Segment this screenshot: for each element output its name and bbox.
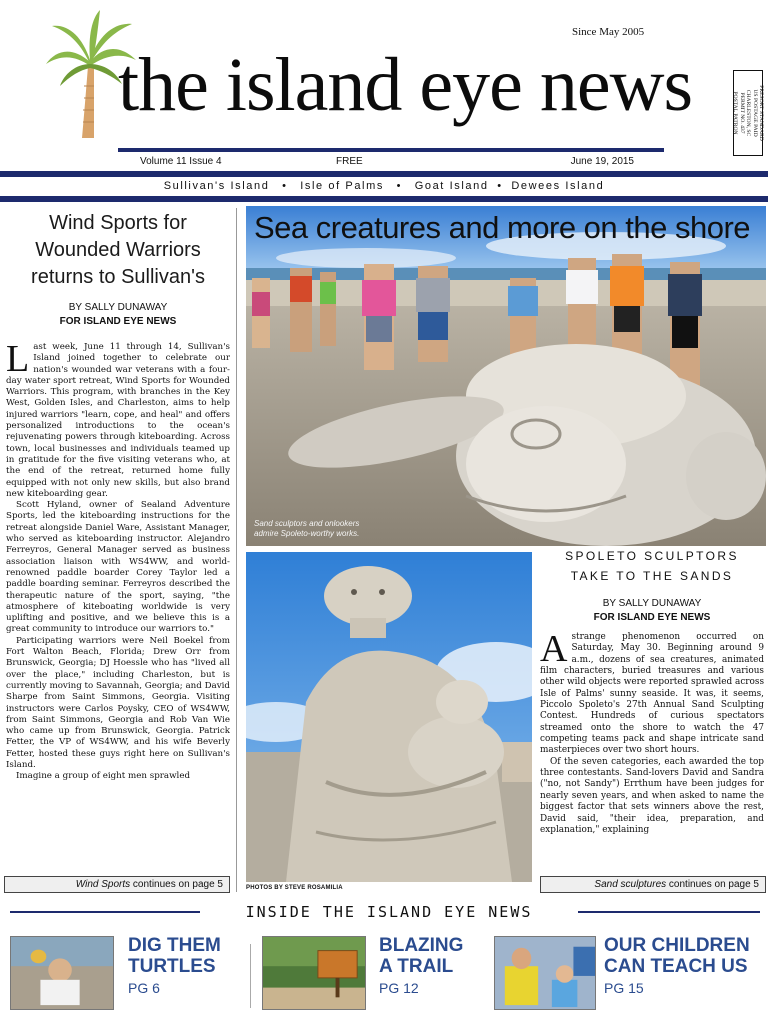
inside-rule-left [10, 911, 200, 913]
postal-indicia [733, 70, 763, 156]
byline-author: BY SALLY DUNAWAY [602, 598, 702, 609]
bullet-separator: • [282, 180, 288, 192]
beach-turtle-photo[interactable] [246, 206, 766, 546]
teaser-page-1[interactable]: PG 6 [128, 980, 160, 996]
article-paragraph: Participating warriors were Neil Boekel from Fort Walton Beach, Florida; Drew Orr from Brunswick, Georgia; DJ Hoessle who has "lived all over the place," including Charleston, but is currently moving to Savannah, Georgia; and David Sharpe from Saint Simmons, Georgia. Visiting instructors were Carlos Poysky, CEO of WS4WW, from Saint Simmons, Georgia and Rob Van Wie who came up from Brunswick, Georgia. Patrick Fetter, the VP of WS4WW, and his wife Beverly Fetter, hosted these guys right here on Sullivan's Island. [6, 635, 230, 770]
byline-author: BY SALLY DUNAWAY [68, 302, 168, 313]
right-article-byline [540, 597, 764, 625]
postal-line: POSTAL PATRON [732, 91, 739, 135]
photo-caption [254, 519, 359, 539]
continued-text: continues on page 5 [132, 879, 223, 890]
teaser-headline-3[interactable] [604, 935, 750, 977]
right-continued-link[interactable] [540, 876, 766, 893]
postal-line: PERMIT NO. 437 [738, 92, 745, 134]
teaser-line: OUR CHILDREN [604, 935, 750, 956]
paragraph-text: strange phenomenon occurred on Saturday, May 30. Beginning around 9 a.m., dozens of sea creatures, animated film characters, buried treasures and various other wild objects were reported sprawled across Isle of Palms' sunny seaside. It was, it seems, Piccolo Spoleto's 27th Annual Sand Sculpting Contest. Hundreds of curious spectators streamed onto the shore to watch the 47 competing teams pack and shape intricate sand masterpieces over two short hours. [540, 632, 764, 756]
masthead-title: the island eye news [118, 43, 693, 127]
teaser-line: CAN TEACH US [604, 956, 748, 977]
drop-cap: A [540, 632, 568, 670]
teaser-page-2[interactable]: PG 12 [379, 980, 419, 996]
kicker-line: SPOLETO SCULPTORS [565, 549, 739, 563]
navy-band-top [0, 171, 768, 177]
caption-line: admire Spoleto-worthy works. [254, 529, 360, 538]
column-divider [236, 208, 237, 892]
right-article-body [540, 632, 764, 874]
inside-section-title: INSIDE THE ISLAND EYE NEWS [245, 903, 533, 921]
article-paragraph: Imagine a group of eight men sprawled [16, 771, 191, 782]
photo-headline[interactable]: Sea creatures and more on the shore [254, 210, 751, 245]
island-name: Isle of Palms [300, 180, 384, 192]
continued-topic: Wind Sports [75, 879, 131, 890]
teaser-line: A TRAIL [379, 956, 454, 977]
article-paragraph [540, 632, 764, 757]
postal-line: PRESORT STANDARD [758, 85, 765, 141]
bullet-separator: • [396, 180, 403, 192]
continued-text: continues on page 5 [668, 879, 759, 890]
byline-org: FOR ISLAND EYE NEWS [593, 612, 711, 623]
byline-org: FOR ISLAND EYE NEWS [59, 316, 177, 327]
volume-issue: Volume 11 Issue 4 [140, 156, 222, 167]
teaser-line: TURTLES [128, 956, 216, 977]
teaser-page-3[interactable]: PG 15 [604, 980, 644, 996]
postal-line: CHARLESTON, SC [745, 89, 752, 137]
photo-credit: PHOTOS BY STEVE ROSAMILIA [246, 885, 343, 891]
since-date: Since May 2005 [572, 26, 645, 38]
children-teaser-photo[interactable] [494, 936, 596, 1010]
navy-band-bottom [0, 196, 768, 202]
price: FREE [336, 156, 363, 167]
drop-cap: L [6, 342, 30, 380]
left-article-byline [6, 301, 230, 329]
teaser-line: BLAZING [379, 935, 464, 956]
island-name: Goat Island [414, 180, 489, 192]
continued-topic: Sand sculptures [594, 879, 667, 890]
teaser-headline-2[interactable] [379, 935, 463, 977]
left-article-headline[interactable]: Wind Sports for Wounded Warriors returns to Sullivan's [31, 212, 205, 288]
kicker-line: TAKE TO THE SANDS [570, 569, 734, 583]
turtle-teaser-photo[interactable] [10, 936, 114, 1010]
sand-sculpture-photo[interactable] [246, 552, 532, 882]
caption-line: Sand sculptors and onlookers [254, 519, 360, 528]
bullet-separator: • [497, 180, 503, 192]
left-continued-link[interactable] [4, 876, 230, 893]
teaser-headline-1[interactable] [128, 935, 221, 977]
masthead-rule [118, 148, 664, 152]
paragraph-text: ast week, June 11 through 14, Sullivan's Island joined together to celebrate our nation's wounded war veterans with a four-day water sport retreat, Wind Sports for Wounded Warriors. This program, with branches in the Key West, Golden Isles, and Charleston, aims to help injured warriors "learn, cope, and heal" and offers personalized introductions to the ocean's rejuvenating powers through kiteboarding. Across town, local businesses and individuals teamed up in gratitude for the five visiting veterans who, at the end of the retreat, returned home fully equipped with not only new skills, but also brand new kiteboarding gear. [6, 342, 230, 499]
inside-rule-right [578, 911, 760, 913]
trail-teaser-photo[interactable] [262, 936, 366, 1010]
teaser-separator [250, 944, 251, 1008]
islands-list [0, 178, 768, 194]
island-name: Dewees Island [511, 180, 605, 192]
article-paragraph [6, 342, 230, 500]
right-article-kicker[interactable] [540, 546, 764, 586]
postal-line: US POSTAGE PAID [751, 89, 758, 137]
issue-date: June 19, 2015 [570, 156, 634, 167]
article-paragraph: Of the seven categories, each awarded the top three contestants. Sand-lovers David and Sandra ("no, not Sandy") Errthum have been judges for nearly seven years, and when asked to name the biggest factor that sets winners above the rest, David said, "their idea, preparation, and explanation," explaining [540, 756, 764, 835]
article-paragraph: Scott Hyland, owner of Sealand Adventure Sports, led the kiteboarding instructions for the retreat alongside Daniel Ware, Assistant Manager, who served as kiteboarding instructor. Alejandro Ferreyros, General Manager served as business association liaison with WS4WW, and world-renowned paddle boarder Corey Taylor led a paddle boarding seminar. Ferreyros described the therapeutic nature of the sport, saying, "the atmosphere of kiteboating worldwide is very uplifting and positive, and we believe this is a great community to introduce our warriors to." [6, 500, 230, 635]
issue-row [140, 156, 634, 170]
postal-text [732, 72, 764, 154]
left-article-body [6, 342, 230, 872]
island-name: Sullivan's Island [163, 180, 270, 192]
teaser-line: DIG THEM [128, 935, 221, 956]
